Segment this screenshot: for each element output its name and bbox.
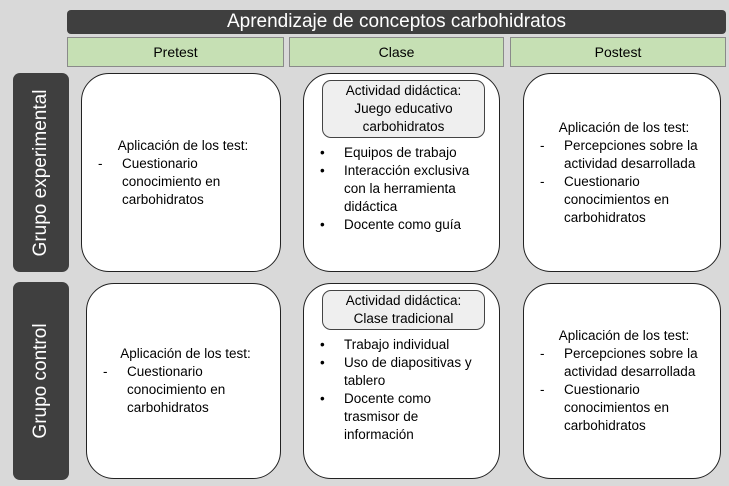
list-item: • Docente como guía [318,216,489,234]
activity-title: Actividad didáctica: [345,83,462,98]
list-item: • Interacción exclusiva con la herramienta didáctica [318,162,489,216]
list-item: - Cuestionario conocimientos en carbohidratos [538,173,710,227]
card-control-postest [523,283,721,479]
activity-title: Actividad didáctica: [345,293,462,308]
activity-name: Juego educativo carbohidratos [354,101,453,134]
postest-lead: Aplicación de los test: [558,328,690,343]
list-item: • Trabajo individual [318,336,489,354]
clase-list [318,144,489,234]
activity-box-experimental [322,80,485,138]
card-control-clase [303,283,500,479]
pretest-list [101,363,270,417]
list-item: • Uso de diapositivas y tablero [318,354,489,390]
postest-list [538,137,710,227]
card-experimental-clase [303,73,500,272]
postest-lead: Aplicación de los test: [558,119,690,135]
list-item: - Cuestionario conocimiento en carbohidratos [101,363,270,417]
pretest-lead: Aplicación de los test: [120,346,251,361]
activity-box-control [322,290,485,330]
list-item: - Percepciones sobre la actividad desarrollada [538,345,710,381]
column-header-postest: Postest [510,37,726,67]
diagram-title: Aprendizaje de conceptos carbohidratos [67,10,726,34]
card-experimental-pretest [81,73,281,272]
list-item: • Docente como trasmisor de información [318,390,489,444]
list-item: - Cuestionario conocimientos en carbohidratos [538,381,710,435]
list-item: • Equipos de trabajo [318,144,489,162]
pretest-list [96,155,270,209]
postest-list [538,345,710,435]
row-label-control-text: Grupo control [30,323,51,439]
pretest-lead: Aplicación de los test: [117,137,249,153]
list-item: - Cuestionario conocimiento en carbohidratos [96,155,270,209]
activity-name: Clase tradicional [353,311,454,326]
column-header-pretest: Pretest [67,37,284,67]
row-label-experimental-text: Grupo experimental [30,89,51,256]
column-header-clase: Clase [289,37,504,67]
card-control-pretest [86,283,281,479]
row-label-control [13,282,69,480]
list-item: - Percepciones sobre la actividad desarrollada [538,137,710,173]
clase-list [318,336,489,444]
card-experimental-postest [523,73,721,272]
row-label-experimental [13,73,69,272]
